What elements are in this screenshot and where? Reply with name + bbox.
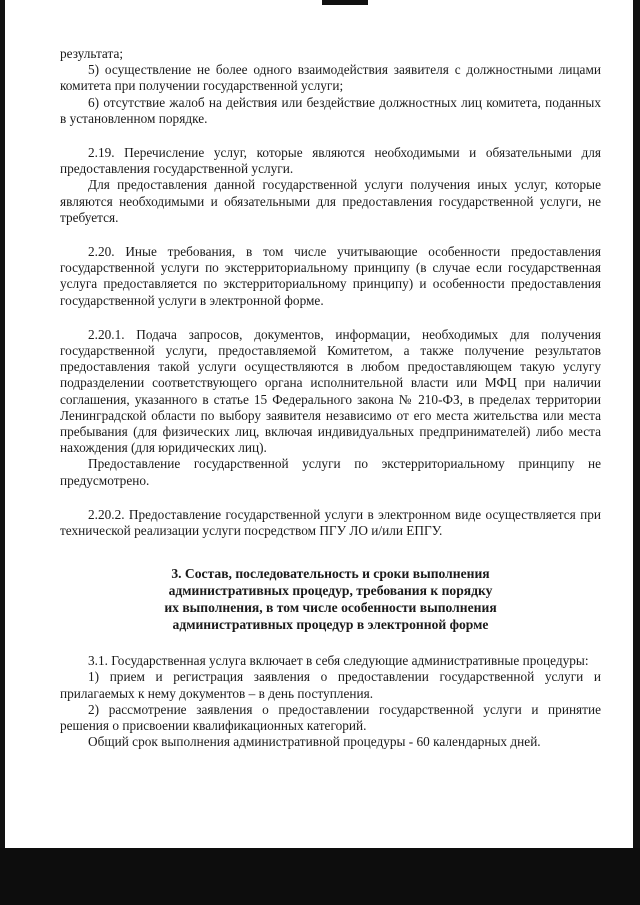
paragraph: 6) отсутствие жалоб на действия или бездействие должностных лиц комитета, поданных в установленном порядке.	[60, 94, 601, 126]
paragraph: 2.20.1. Подача запросов, документов, информации, необходимых для получения государственной услуги, предоставляемой Комитетом, а также получение результатов предоставления такой услуги осуществляются в любом предоставляющем такую услугу подразделении соответствующего органа исполнительной власти или МФЦ при наличии соглашения, указанного в статье 15 Федерального закона № 210-ФЗ, в пределах территории Ленинградской области по выбору заявителя независимо от его места жительства или места пребывания (для физических лиц, включая индивидуальных предпринимателей) либо места нахождения (для юридических лиц).	[60, 326, 601, 456]
scan-right-edge	[633, 0, 640, 905]
heading-line: их выполнения, в том числе особенности выполнения	[164, 600, 497, 616]
paragraph: результата;	[60, 46, 124, 61]
paragraphs-top	[60, 46, 601, 539]
heading-line: 3. Состав, последовательность и сроки выполнения	[171, 566, 490, 582]
heading-line: административных процедур, требования к порядку	[168, 583, 493, 599]
scan-left-border	[0, 0, 5, 905]
section-heading	[60, 565, 601, 633]
paragraphs-bottom	[60, 653, 601, 750]
paragraph: 2.20.2. Предоставление государственной услуги в электронном виде осуществляется при технической реализации услуги посредством ПГУ ЛО и/или ЕПГУ.	[60, 506, 601, 539]
document-page	[60, 46, 601, 751]
paragraph: Общий срок выполнения административной процедуры - 60 календарных дней.	[88, 734, 541, 750]
paragraph: 5) осуществление не более одного взаимодействия заявителя с должностными лицами комитета при получении государственной услуги;	[60, 62, 601, 94]
paragraph: 3.1. Государственная услуга включает в себя следующие административные процедуры:	[88, 653, 589, 669]
paragraph: Для предоставления данной государственной услуги получения иных услуг, которые являются необходимыми и обязательными для предоставления государственной услуги, не требуется.	[60, 177, 601, 225]
paragraph: 2) рассмотрение заявления о предоставлении государственной услуги и принятие решения о присвоении квалификационных категорий.	[60, 701, 601, 734]
paragraph: Предоставление государственной услуги по экстерриториальному принципу не предусмотрено.	[60, 456, 601, 488]
paragraph: 1) прием и регистрация заявления о предоставлении государственной услуги и прилагаемых к нему документов – в день поступления.	[60, 669, 601, 701]
paragraph: 2.20. Иные требования, в том числе учитывающие особенности предоставления государственной услуги по экстерриториальному принципу (в случае если государственная услуга предоставляется по экстерриториальному принципу) и особенности предоставления государственной услуги в электронной форме.	[60, 244, 601, 308]
heading-line: административных процедур в электронной форме	[172, 617, 489, 633]
scan-top-mark	[322, 0, 368, 5]
scan-bottom-band	[0, 848, 640, 905]
paragraph: 2.19. Перечисление услуг, которые являются необходимыми и обязательными для предоставления государственной услуги.	[60, 145, 601, 177]
